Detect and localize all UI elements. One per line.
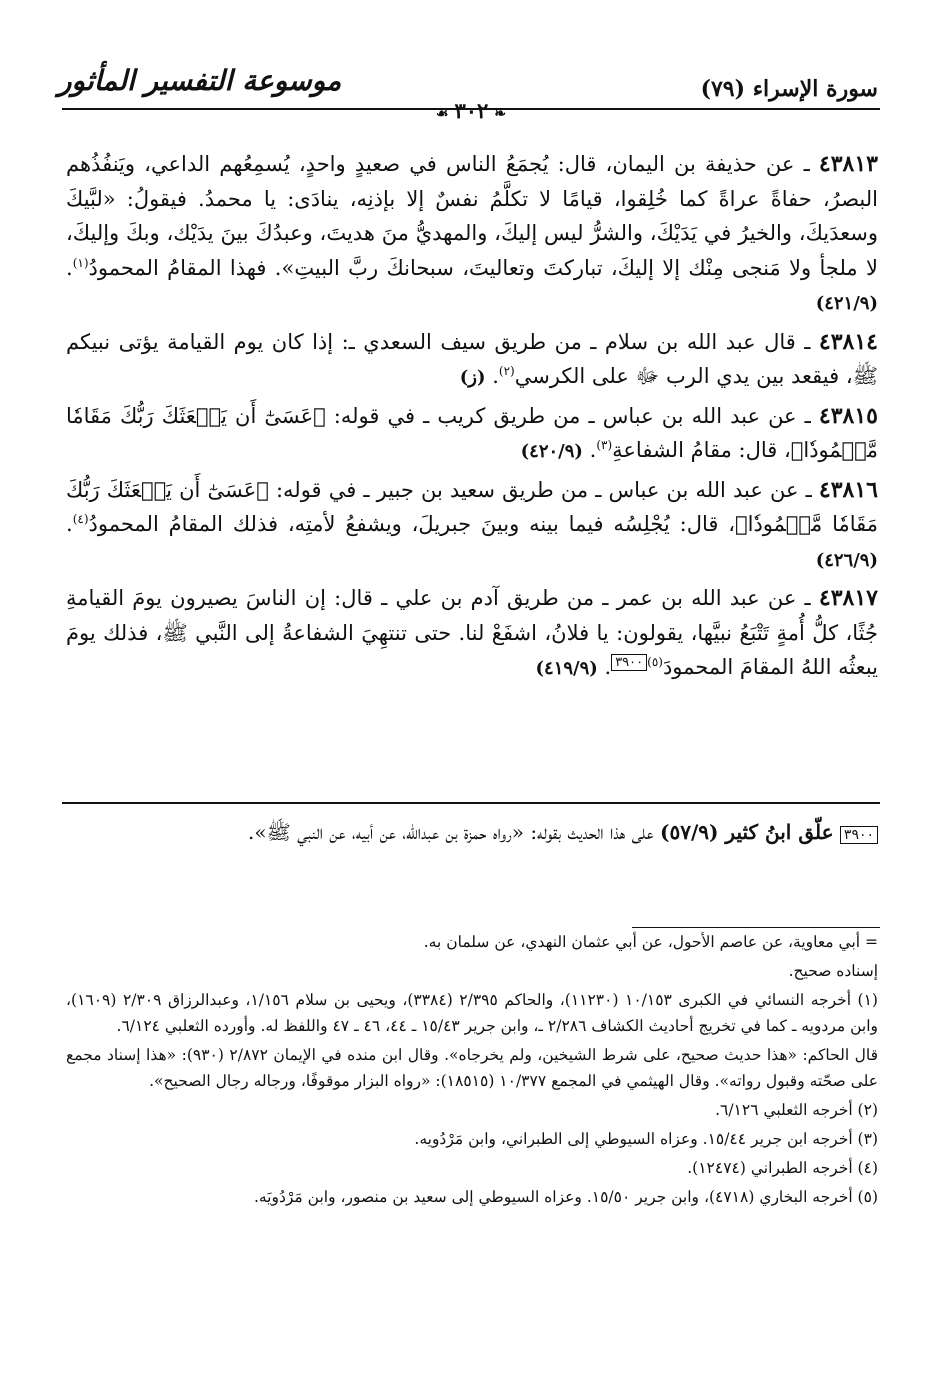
entry-reference: (ز) xyxy=(459,367,486,388)
surah-title: سورة الإسراء (٧٩) xyxy=(700,76,878,102)
entry-reference: (٤٢٦/٩) xyxy=(815,549,878,571)
page-number-line xyxy=(0,98,942,123)
footnote: (٢) أخرجه الثعلبي ٦/١٢٦. xyxy=(715,1101,878,1119)
entry: ٤٣٨١٦ ـ عن عبد الله بن عباس ـ من طريق سعيد بن جبير ـ في قوله: ﴿عَسَىٰٓ أَن يَبۡعَثَكَ رَبُّكَ مَقَامٗا مَّحۡمُودٗا﴾، قال: يُجْلِسُه فيما بينه وبينَ جبريلَ، ويشفعُ لأمتِه، فذلك المقامُ المحمودُ$^{(٤)}$. (٤٢٦/٩) xyxy=(66,476,878,571)
commentary xyxy=(66,815,878,850)
entry-reference: (٤١٩/٩) xyxy=(535,658,598,679)
entry-text: ـ عن عبد الله بن عباس ـ من طريق سعيد بن جبير ـ في قوله: ﴿عَسَىٰٓ أَن يَبۡعَثَكَ رَبُّكَ مَقَامٗا مَّحۡمُودٗا﴾، قال: يُجْلِسُه فيما بينه وبينَ جبريلَ، ويشفعُ لأمتِه، فذلك المقامُ المحمودُ xyxy=(66,477,878,536)
ornament-icon: ☙ xyxy=(435,106,449,122)
footnote-mark: (١) xyxy=(72,255,89,270)
entry-number: ٤٣٨١٣ xyxy=(818,151,878,177)
ornament-icon: ❧ xyxy=(494,106,507,122)
encyclopedia-title: موسوعة التفسير المأثور xyxy=(58,64,342,97)
footnote-mark: (٤) xyxy=(72,512,89,526)
footnote: إسناده صحيح. xyxy=(788,962,878,980)
footnote-mark: (٢) xyxy=(498,364,515,378)
entry-number: ٤٣٨١٤ xyxy=(818,328,878,355)
entry: ٤٣٨١٥ ـ عن عبد الله بن عباس ـ من طريق كريب ـ في قوله: ﴿عَسَىٰٓ أَن يَبۡعَثَكَ رَبُّكَ مَقَامٗا مَّحۡمُودٗا﴾، قال: مقامُ الشفاعةِ$^{(٣)}$. (٤٢٠/٩) xyxy=(66,402,878,462)
main-text xyxy=(66,147,878,690)
entry-text: ـ قال عبد الله بن سلام ـ من طريق سيف السعدي ـ: إذا كان يوم القيامة يؤتى نبيكم ﷺ، فيقعد بين يدي الرب ﷻ على الكرسي xyxy=(66,329,878,388)
entry-reference: (٤٢١/٩) xyxy=(815,293,878,314)
commentary-number: ٣٩٠٠ xyxy=(840,826,878,844)
footnote-mark: (٣) xyxy=(596,438,613,452)
entry: ٤٣٨١٤ ـ قال عبد الله بن سلام ـ من طريق سيف السعدي ـ: إذا كان يوم القيامة يؤتى نبيكم ﷺ، فيقعد بين يدي الرب ﷻ على الكرسي$^{(٢)}$. (ز) xyxy=(66,328,878,388)
commentary-box-ref: ٣٩٠٠ xyxy=(611,654,647,671)
entry: ٤٣٨١٧ ـ عن عبد الله بن عمر ـ من طريق آدم بن علي ـ قال: إن الناسَ يصيرون يومَ القيامةِ جُثًا، كلُّ أُمةٍ تَتْبَعُ نبيَّها، يقولون: يا فلانُ، اشفَعْ لنا. حتى تنتهِيَ الشفاعةُ إلى النَّبي ﷺ، فذلك يومَ يبعثُه اللهُ المقامَ المحمودَ$^{(٥)٣٩٠٠}$. (٤١٩/٩) xyxy=(66,585,878,679)
footnote: قال الحاكم: «هذا حديث صحيح، على شرط الشيخين، ولم يخرجاه». وقال ابن منده في الإيمان ٢/٨٧٢ (٩٣٠): «هذا إسناد مجمع على صحّته وقبول رواته». وقال الهيثمي في المجمع ١٠/٣٧٧ (١٨٥١٥): «رواه البزار موقوفًا، ورجاله رجال الصحيح». xyxy=(66,1046,878,1090)
entry-number: ٤٣٨١٥ xyxy=(818,402,878,429)
footnote-mark: (٥) xyxy=(647,655,663,669)
entry-number: ٤٣٨١٦ xyxy=(818,476,878,503)
commentary-lead: علّق ابنُ كثير (٥٧/٩) xyxy=(660,820,834,844)
footnote: (١) أخرجه النسائي في الكبرى ١٠/١٥٣ (١١٢٣٠)، والحاكم ٢/٣٩٥ (٣٣٨٤)، ويحيى بن سلام ١/١٥٦، وعبدالرزاق ٢/٣٠٩ (١٦٠٩)، وابن مردويه ـ كما في تخريج أحاديث الكشاف ٢/٢٨٦ ـ، وابن جرير ١٥/٤٣ ـ ٤٤، ٤٦ ـ ٤٧ واللفظ له. وأورده الثعلبي ٦/١٢٤. xyxy=(66,991,878,1035)
commentary-rule xyxy=(62,802,880,804)
entry-number: ٤٣٨١٧ xyxy=(818,585,878,611)
footnote-rule xyxy=(632,927,880,928)
commentary-text: على هذا الحديث بقوله: «رواه حمزة بن عبدالله، عن أبيه، عن النبي ﷺ». xyxy=(248,820,654,844)
footnote: (٥) أخرجه البخاري (٤٧١٨)، وابن جرير ١٥/٥٠. وعزاه السيوطي إلى سعيد بن منصور، وابن مَرْدُويَه. xyxy=(253,1188,878,1206)
entry: ٤٣٨١٣ ـ عن حذيفة بن اليمان، قال: يُجمَعُ الناس في صعيدٍ واحدٍ، يُسمِعُهم الداعي، ويَنفُذُهم البصرُ، حفاةً عراةً كما خُلِقوا، قيامًا لا تكلَّمُ نفسٌ إلا بإذنِه، ينادَى: يا محمدُ. فيقولُ: «لبَّيكَ وسعدَيكَ، والخيرُ في يَدَيْكَ، والشرُّ ليس إليكَ، والمهديُّ منَ هديتَ، وعبدُكَ بينَ يدَيْك، وبكَ وإليكَ، لا ملجأ ولا مَنجى مِنْك إلا إليكَ، تباركتَ وتعاليتَ، سبحانكَ ربَّ البيتِ». فهذا المقامُ المحمودُ$^{(١)}$. (٤٢١/٩) xyxy=(66,151,878,314)
entry-reference: (٤٢٠/٩) xyxy=(520,441,583,462)
footnote: = أبي معاوية، عن عاصم الأحول، عن أبي عثمان النهدي، عن سلمان به. xyxy=(423,933,878,951)
footnote: (٤) أخرجه الطبراني (١٢٤٧٤). xyxy=(687,1159,878,1177)
footnotes xyxy=(66,929,878,1213)
page-number: ٣٠٢ xyxy=(454,98,489,123)
footnote: (٣) أخرجه ابن جرير ١٥/٤٤. وعزاه السيوطي إلى الطبراني، وابن مَرْدُويه. xyxy=(414,1130,878,1148)
entry-text: ـ عن عبد الله بن عمر ـ من طريق آدم بن علي ـ قال: إن الناسَ يصيرون يومَ القيامةِ جُثًا، كلُّ أُمةٍ تَتْبَعُ نبيَّها، يقولون: يا فلانُ، اشفَعْ لنا. حتى تنتهِيَ الشفاعةُ إلى النَّبي ﷺ، فذلك يومَ يبعثُه اللهُ المقامَ المحمودَ xyxy=(66,586,878,679)
entry-text: ـ عن عبد الله بن عباس ـ من طريق كريب ـ في قوله: ﴿عَسَىٰٓ أَن يَبۡعَثَكَ رَبُّكَ مَقَامٗا مَّحۡمُودٗا﴾، قال: مقامُ الشفاعةِ xyxy=(66,403,878,462)
entry-text: ـ عن حذيفة بن اليمان، قال: يُجمَعُ الناس في صعيدٍ واحدٍ، يُسمِعُهم الداعي، ويَنفُذُهم البصرُ، حفاةً عراةً كما خُلِقوا، قيامًا لا تكلَّمُ نفسٌ إلا بإذنِه، ينادَى: يا محمدُ. فيقولُ: «لبَّيكَ وسعدَيكَ، والخيرُ في يَدَيْكَ، والشرُّ ليس إليكَ، والمهديُّ منَ هديتَ، وعبدُكَ بينَ يدَيْك، وبكَ وإليكَ، لا ملجأ ولا مَنجى مِنْك إلا إليكَ، تباركتَ وتعاليتَ، سبحانكَ ربَّ البيتِ». فهذا المقامُ المحمودُ xyxy=(66,152,878,280)
